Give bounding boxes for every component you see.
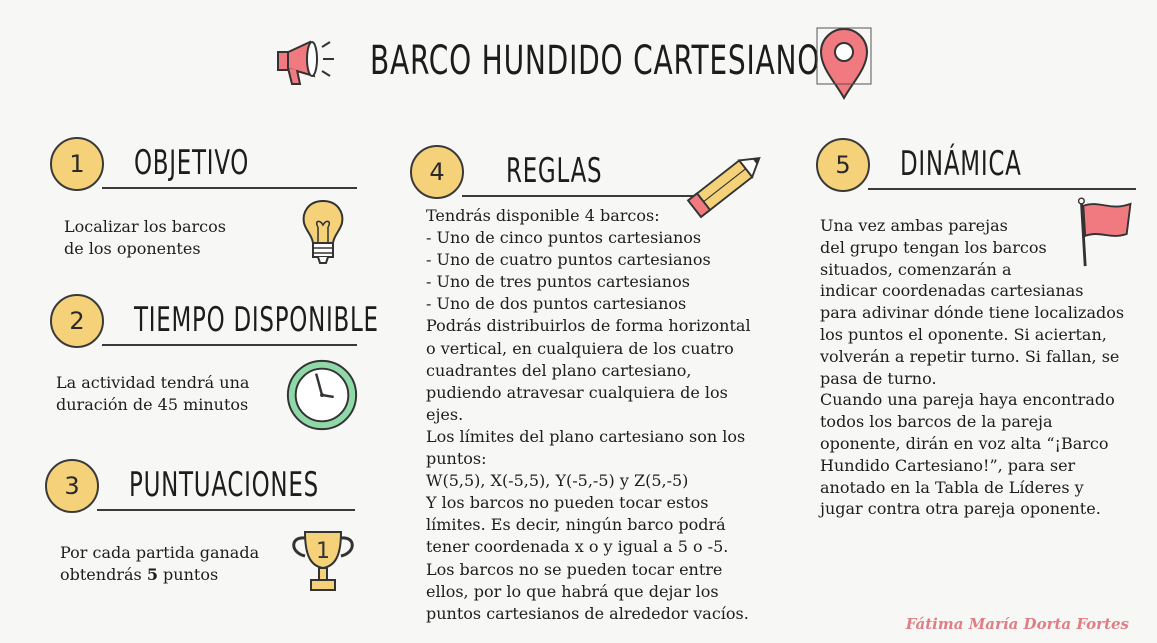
svg-text:1: 1 [316,539,330,564]
section-tiempo-text: La actividad tendrá una duración de 45 minutos [56,373,250,414]
divider [868,188,1136,190]
divider [102,187,357,189]
section-number-badge: 1 [50,137,104,191]
section-title: PUNTUACIONES [129,465,319,505]
author-signature: Fátima María Dorta Fortes [905,615,1129,633]
clock-icon [283,356,361,434]
lightbulb-icon [298,196,348,268]
divider [462,195,698,197]
section-dinamica-text: Una vez ambas parejas del grupo tengan los barcos situados, comenzarán a indicar coordenadas cartesianas para adivinar dónde tiene localizados los puntos el oponente. Si aciertan, volverán a repetir turno. Si fallan, se pasa de turno. Cuando una pareja haya encontrado todos los barcos de la pareja oponente, dirán en voz alta “¡Barco Hundido Cartesiano!”, para ser anotado en la Tabla de Líderes y jugar contra otra pareja oponente. [820,216,1125,519]
section-objetivo-header [50,137,360,197]
section-number-badge: 4 [410,145,464,199]
section-dinamica-header [816,138,1136,198]
section-title: REGLAS [506,151,603,191]
divider [102,344,357,346]
section-number-badge: 3 [45,459,99,513]
page-title: BARCO HUNDIDO CARTESIANO [370,38,821,84]
section-number-badge: 2 [50,294,104,348]
section-title: TIEMPO DISPONIBLE [134,300,379,340]
section-reglas-text: Tendrás disponible 4 barcos: - Uno de cinco puntos cartesianos - Uno de cuatro puntos cartesianos - Uno de tres puntos cartesianos - Uno de dos puntos cartesianos Podrás distribuirlos de forma horizontal o vertical, en cualquiera de los cuatro cuadrantes del plano cartesiano, pudiendo atravesar cualquiera de los ejes. Los límites del plano cartesiano son los puntos: W(5,5), X(-5,5), Y(-5,-5) y Z(5,-5) Y los barcos no pueden tocar estos límites. Es decir, ningún barco podrá tener coordenada x o y igual a 5 o -5. Los barcos no se pueden tocar entre ellos, por lo que habrá que dejar los puntos cartesianos de alrededor vacíos. [426,206,751,623]
section-objetivo-text: Localizar los barcos de los oponentes [64,217,226,258]
score-text-after: puntos [157,565,219,584]
section-title: OBJETIVO [134,143,250,183]
section-tiempo-header [50,294,379,354]
section-title: DINÁMICA [900,144,1022,184]
location-pin-icon [815,26,873,100]
score-text-before: Por cada partida ganada obtendrás [60,543,260,584]
header [270,18,890,98]
score-value: 5 [146,565,158,584]
trophy-icon [283,526,363,598]
megaphone-icon [270,32,340,90]
divider [97,509,355,511]
section-reglas-header [410,145,710,205]
section-puntuaciones-text [60,542,259,586]
section-number-badge: 5 [816,138,870,192]
section-puntuaciones-header [45,459,355,519]
